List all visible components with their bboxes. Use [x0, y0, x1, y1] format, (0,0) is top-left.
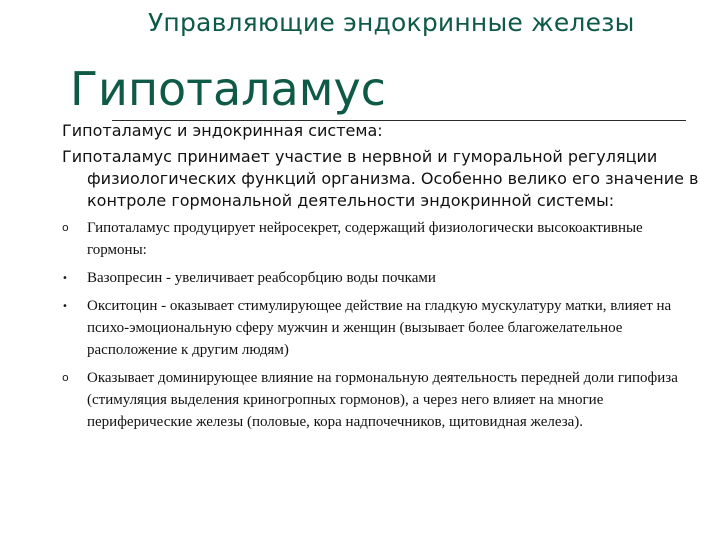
- bullet-text: Окситоцин - оказывает стимулирующее действие на гладкую мускулатуру матки, влияет на психо-эмоциональную сферу мужчин и женщин (вызывает более благожелательное расположение к другим людям): [87, 298, 672, 358]
- circle-bullet-icon: o: [62, 371, 69, 384]
- bullet-text: Вазопресин - увеличивает реабсорбцию воды почками: [87, 270, 436, 286]
- bullet-list: [62, 217, 702, 433]
- bullet-item: [62, 267, 702, 289]
- bullet-text: Гипоталамус продуцирует нейросекрет, содержащий физиологически высокоактивные гормоны:: [87, 220, 643, 258]
- slide-content: [62, 120, 702, 439]
- dot-bullet-icon: •: [62, 301, 68, 312]
- slide-header-title: Управляющие эндокринные железы: [148, 8, 635, 37]
- intro-paragraph: Гипоталамус принимает участие в нервной и гуморальной регуляции физиологических функций организма. Особенно велико его значение в контроле гормональной деятельности эндокринной системы:: [62, 147, 699, 210]
- bullet-item: [62, 367, 702, 433]
- dot-bullet-icon: •: [62, 273, 68, 284]
- section-subheading: Гипоталамус и эндокринная система:: [62, 121, 383, 140]
- bullet-item: [62, 295, 702, 361]
- circle-bullet-icon: o: [62, 221, 69, 234]
- slide-main-title: Гипоталамус: [70, 62, 386, 116]
- bullet-text: Оказывает доминирующее влияние на гормональную деятельность передней доли гипофиза (стимуляция выделения криногропных гормонов), а через него влияет на многие периферические железы (половые, кора надпочечников, щитовидная железа).: [87, 370, 678, 430]
- bullet-item: [62, 217, 702, 261]
